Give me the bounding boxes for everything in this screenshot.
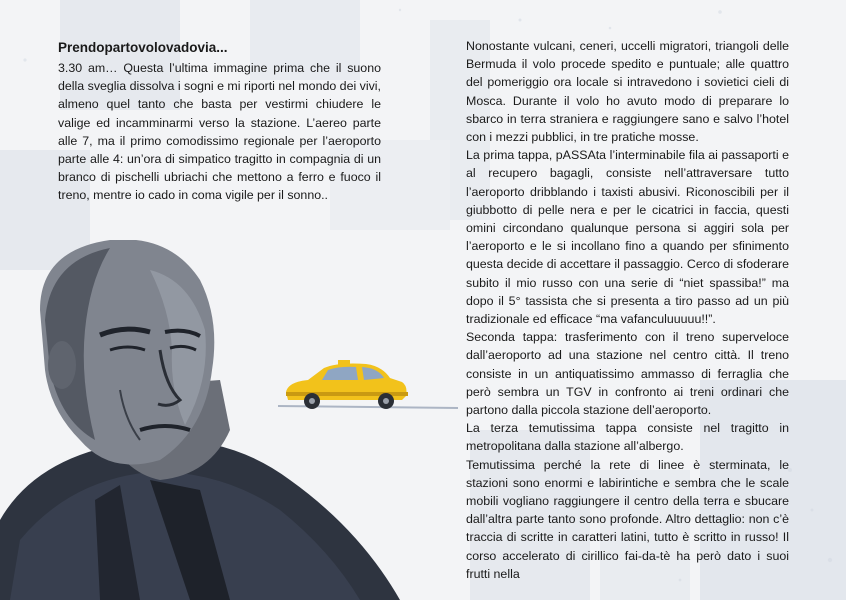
paragraph-metro: Temutissima perché la rete di linee è sterminata, le stazioni sono enormi e labirintiche e sembra che le scale mobili vogliano raggiungere il centro della terra e sbucare dall’altra parte tanto sono profonde. Altro dettaglio: non c’è traccia di scritte in caratteri latini, tutto è scritto in russo! Il corso accelerato di cirillico fai-da-tè ha però dato i suoi frutti nella: [466, 457, 789, 581]
intro-paragraph: 3.30 am… Questa l’ultima immagine prima che il suono della sveglia dissolva i sogni e mi riporti nel mondo dei vivi, almeno quel tanto che basta per vestirmi chiudere le valige ed incamminarmi verso la stazione. L’aereo parte alle 7, ma il primo comodissimo regionale per l’aeroporto parte alle 4: un’ora di simpatico tragitto in compagnia di un branco di pischelli ubriachi che mettono a ferro e fuoco il treno, mentre io cado in coma vigile per il sonno..: [58, 61, 381, 203]
paragraph-flight: Nonostante vulcani, ceneri, uccelli migratori, triangoli delle Bermuda il volo procede spedito e puntuale; alle quattro del pomeriggio ora locale si intravedono i sovietici cieli di Mosca. Durante il volo ho avuto modo di preparare lo sbarco in terra straniera e raggiungere sano e salvo l’hotel con i mezzi pubblici, in tre pratiche mosse.: [466, 39, 789, 145]
paragraph-second-stage: Seconda tappa: trasferimento con il treno superveloce dall’aeroporto ad una stazione nel centro città. Il treno consiste in un antiquatissimo ammasso di ferraglia che però sembra un TGV in confronto ai treni ordinari che partono dalla piccola stazione dell’aeroporto.: [466, 330, 789, 418]
paragraph-first-stage: La prima tappa, pASSAta l’interminabile fila ai passaporti e al recupero bagagli, consiste nell’attraversare tutto l’aeroporto dribblando i taxisti abusivi. Riconoscibili per il giubbotto di pelle nera e per le cicatrici in faccia, questi omini circondano qualunque persona si aggiri sola per l’aeroporto e le si incollano fino a quando per sfinimento questa decide di accettare il passaggio. Cerco di sfoderare subito il mio russo con una serie di “niet spassiba!” ma dopo il 5° tassista che si presenta a tiro passo ad un più tradizionale ed efficace “ma vafanculuuuuu!!”.: [466, 148, 789, 327]
taxi-illustration: [278, 358, 458, 418]
paragraph-third-stage: La terza temutissima tappa consiste nel tragitto in metropolitana dalla stazione all’albergo.: [466, 421, 789, 454]
right-column: [466, 37, 789, 583]
man-portrait-illustration: [0, 240, 400, 600]
left-column: [58, 39, 381, 205]
article-title: Prendopartovolovadovia...: [58, 40, 228, 55]
